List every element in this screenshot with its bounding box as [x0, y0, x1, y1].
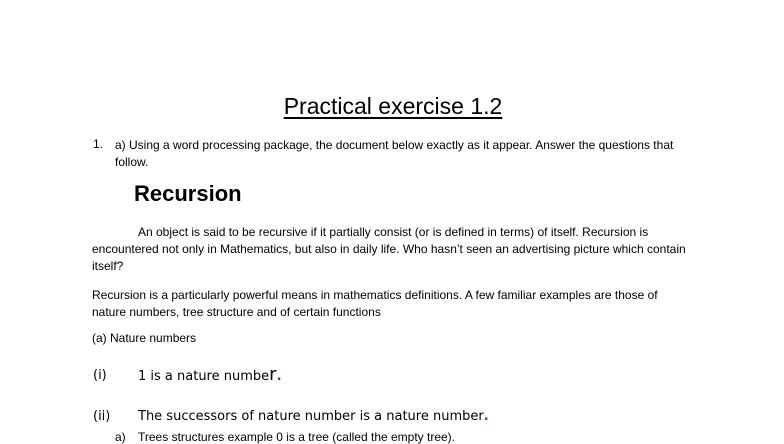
list-item-period: .	[483, 409, 489, 424]
question-number: 1.	[93, 137, 104, 151]
list-item-text-main: 1 is a nature numbe	[138, 369, 270, 384]
list-item-label: (ii)	[93, 409, 111, 424]
sub-item-text: Trees structures example 0 is a tree (called the empty tree).	[138, 430, 456, 444]
list-item-period: .	[276, 369, 282, 384]
list-item-text	[138, 409, 489, 424]
section-heading: Recursion	[134, 181, 242, 206]
list-item-text-emph: r	[269, 364, 277, 385]
paragraph-nature-numbers: (a) Nature numbers	[92, 331, 197, 345]
list-item-text	[138, 364, 282, 385]
paragraph-definitions: Recursion is a particularly powerful means in mathematics definitions. A few familiar examples are those of nature numbers, tree structure and of certain functions	[92, 288, 658, 319]
sub-item-label: a)	[115, 430, 126, 444]
paragraph-intro: An object is said to be recursive if it partially consist (or is defined in terms) of itself. Recursion is encountered not only in Mathematics, but also in daily life. Who hasn’t seen an advertising picture which contain itself?	[92, 225, 686, 273]
list-item-label: (i)	[93, 368, 107, 383]
question-text: a) Using a word processing package, the document below exactly as it appear. Answer the questions that follow.	[115, 138, 674, 169]
list-item-text-main: The successors of nature number is a nature number	[138, 409, 484, 424]
page-title: Practical exercise 1.2	[283, 93, 503, 119]
